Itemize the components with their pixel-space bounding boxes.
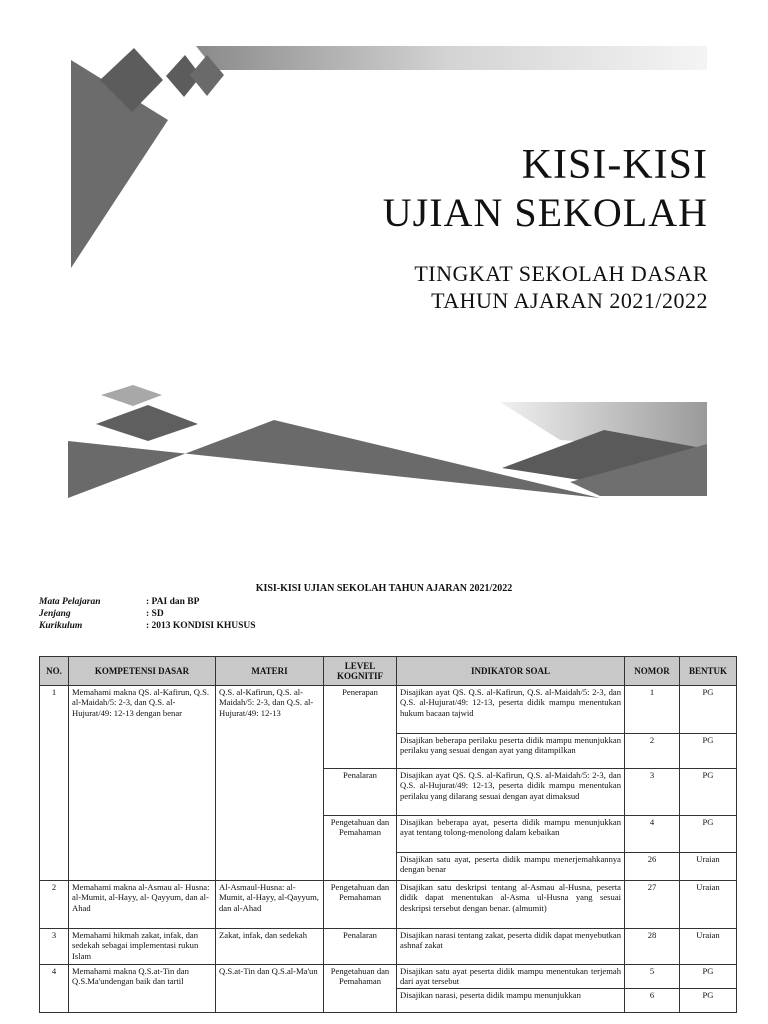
header-materi: MATERI bbox=[216, 657, 324, 686]
cell-indikator: Disajikan ayat QS. Q.S. al-Kafirun, Q.S. al-Maidah/5: 2-3, dan Q.S. al-Hujurat/49: 12-13, peserta didik mampu menentukan perilaku yang dilarang sesuai dengan ayat dimaksud bbox=[397, 769, 625, 816]
cell-materi: Q.S.at-Tin dan Q.S.al-Ma'un bbox=[216, 965, 324, 1013]
cell-nomor: 26 bbox=[625, 853, 680, 881]
document-meta bbox=[39, 596, 256, 632]
cell-nomor: 4 bbox=[625, 816, 680, 853]
meta-row bbox=[39, 596, 256, 608]
meta-row bbox=[39, 608, 256, 620]
top-gradient-bar bbox=[196, 46, 707, 70]
cell-indikator: Disajikan satu ayat, peserta didik mampu menerjemahkannya dengan benar bbox=[397, 853, 625, 881]
cell-materi: Q.S. al-Kafirun, Q.S. al-Maidah/5: 2-3, dan Q.S. al-Hujurat/49: 12-13 bbox=[216, 686, 324, 881]
header-nomor: NOMOR bbox=[625, 657, 680, 686]
cell-indikator: Disajikan narasi tentang zakat, peserta didik dapat menyebutkan ashnaf zakat bbox=[397, 929, 625, 965]
cell-indikator: Disajikan satu ayat peserta didik mampu menentukan terjemah dari ayat tersebut bbox=[397, 965, 625, 989]
cell-bentuk: Uraian bbox=[680, 853, 737, 881]
cell-nomor: 28 bbox=[625, 929, 680, 965]
cell-bentuk: PG bbox=[680, 965, 737, 989]
cell-no: 3 bbox=[40, 929, 69, 965]
meta-value: : PAI dan BP bbox=[146, 597, 200, 607]
table-row bbox=[40, 929, 737, 965]
table-row bbox=[40, 965, 737, 989]
cell-materi: Al-Asmaul-Husna: al-Mumit, al-Hayy, al-Qayyum, dan al-Ahad bbox=[216, 881, 324, 929]
cover-subtitle-line1: TINGKAT SEKOLAH DASAR bbox=[414, 261, 708, 286]
cell-kompetensi-dasar: Memahami makna QS. al-Kafirun, Q.S. al-Maidah/5: 2-3, dan Q.S. al-Hujurat/49: 12-13 dengan benar bbox=[69, 686, 216, 881]
cover-title-line2: UJIAN SEKOLAH bbox=[382, 190, 708, 235]
header-bentuk: BENTUK bbox=[680, 657, 737, 686]
cell-indikator: Disajikan ayat QS. Q.S. al-Kafirun, Q.S. al-Maidah/5: 2-3, dan Q.S. al-Hujurat/49: 12-13, peserta didik mampu menentukan hukum bacaan tajwid bbox=[397, 686, 625, 734]
table-row bbox=[40, 881, 737, 929]
cell-level: Pengetahuan dan Pemahaman bbox=[324, 965, 397, 1013]
cell-nomor: 2 bbox=[625, 734, 680, 769]
meta-label: Jenjang bbox=[39, 609, 71, 619]
cell-nomor: 1 bbox=[625, 686, 680, 734]
meta-row bbox=[39, 620, 256, 632]
header-no: NO. bbox=[40, 657, 69, 686]
cell-level: Pengetahuan dan Pemahaman bbox=[324, 816, 397, 881]
cell-nomor: 27 bbox=[625, 881, 680, 929]
cover-title-line1: KISI-KISI bbox=[521, 142, 708, 188]
cell-no: 1 bbox=[40, 686, 69, 881]
cell-bentuk: PG bbox=[680, 989, 737, 1013]
cell-level: Penalaran bbox=[324, 929, 397, 965]
table-header-row bbox=[40, 657, 737, 686]
cell-indikator: Disajikan narasi, peserta didik mampu menunjukkan bbox=[397, 989, 625, 1013]
meta-value: : 2013 KONDISI KHUSUS bbox=[146, 621, 256, 631]
cell-bentuk: Uraian bbox=[680, 881, 737, 929]
kisi-kisi-table bbox=[39, 656, 737, 1013]
cell-no: 4 bbox=[40, 965, 69, 1013]
meta-label: Mata Pelajaran bbox=[39, 597, 101, 607]
cell-nomor: 3 bbox=[625, 769, 680, 816]
cell-bentuk: PG bbox=[680, 816, 737, 853]
cell-materi: Zakat, infak, dan sedekah bbox=[216, 929, 324, 965]
cell-bentuk: Uraian bbox=[680, 929, 737, 965]
cell-indikator: Disajikan beberapa perilaku peserta didik mampu menunjukkan perilaku yang sesuai dengan ayat yang ditampilkan bbox=[397, 734, 625, 769]
table-row bbox=[40, 686, 737, 734]
cell-nomor: 5 bbox=[625, 965, 680, 989]
cell-nomor: 6 bbox=[625, 989, 680, 1013]
cell-no: 2 bbox=[40, 881, 69, 929]
meta-label: Kurikulum bbox=[39, 621, 83, 631]
medium-diamond-shape bbox=[96, 405, 198, 441]
meta-value: : SD bbox=[146, 609, 164, 619]
header-kompetensi-dasar: KOMPETENSI DASAR bbox=[69, 657, 216, 686]
document-heading: KISI-KISI UJIAN SEKOLAH TAHUN AJARAN 2021/2022 bbox=[255, 583, 513, 594]
cell-bentuk: PG bbox=[680, 686, 737, 734]
cell-kompetensi-dasar: Memahami hikmah zakat, infak, dan sedekah sebagai implementasi rukun Islam bbox=[69, 929, 216, 965]
cell-level: Penerapan bbox=[324, 686, 397, 769]
header-indikator-soal: INDIKATOR SOAL bbox=[397, 657, 625, 686]
cell-kompetensi-dasar: Memahami makna al-Asmau al- Husna: al-Mumit, al-Hayy, al- Qayyum, dan al-Ahad bbox=[69, 881, 216, 929]
cell-kompetensi-dasar: Memahami makna Q.S.at-Tin dan Q.S.Ma'undengan baik dan tartil bbox=[69, 965, 216, 1013]
cell-indikator: Disajikan satu deskripsi tentang al-Asmau al-Husna, peserta didik dapat menentukan al-Asma ul-Husna yang sesuai deskripsi tersebut dengan benar. (almumit) bbox=[397, 881, 625, 929]
cell-level: Penalaran bbox=[324, 769, 397, 816]
small-diamond-shape bbox=[101, 385, 162, 406]
cell-bentuk: PG bbox=[680, 734, 737, 769]
header-level-kognitif: LEVEL KOGNITIF bbox=[324, 657, 397, 686]
cell-bentuk: PG bbox=[680, 769, 737, 816]
cover-subtitle-line2: TAHUN AJARAN 2021/2022 bbox=[431, 288, 708, 313]
cell-level: Pengetahuan dan Pemahaman bbox=[324, 881, 397, 929]
cell-indikator: Disajikan beberapa ayat, peserta didik mampu menunjukkan ayat tentang tolong-menolong dalam kebaikan bbox=[397, 816, 625, 853]
